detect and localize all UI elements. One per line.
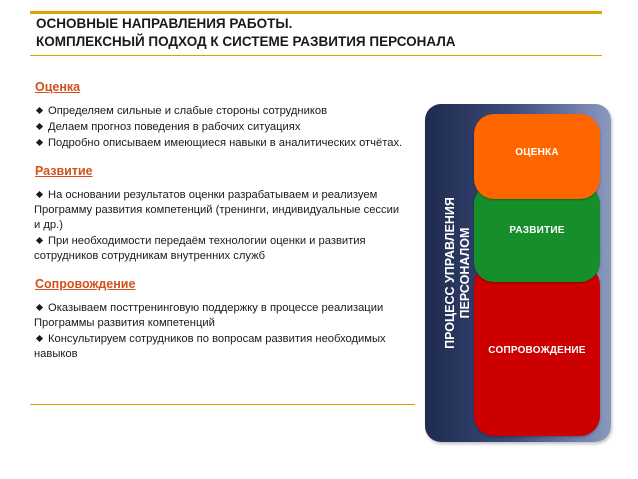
bullet-text: При необходимости передаём технологии оценки и развития сотрудников сотрудникам внутренних служб (34, 235, 366, 262)
slide-title (36, 15, 596, 51)
bullet-item (34, 104, 404, 119)
bullet-text: Делаем прогноз поведения в рабочих ситуациях (48, 121, 301, 133)
bullet-item (34, 234, 404, 264)
stage-soprovozhdenie (474, 265, 600, 436)
bullet-text: Определяем сильные и слабые стороны сотрудников (48, 105, 328, 117)
bullet-item (34, 120, 404, 135)
section-ocenka (34, 80, 404, 151)
diamond-bullet-icon (36, 335, 43, 342)
process-label-line-2: ПЕРСОНАЛОМ (458, 227, 473, 318)
bullet-item (34, 188, 404, 233)
bullet-text: На основании результатов оценки разрабатываем и реализуем Программу развития компетенций (тренинги, индивидуальные сессии и др.) (34, 189, 400, 231)
section-razvitie (34, 164, 404, 264)
bullet-text: Подробно описываем имеющиеся навыки в аналитических отчётах. (48, 137, 403, 149)
bullet-text: Консультируем сотрудников по вопросам развития необходимых навыков (34, 333, 386, 360)
stage-label-soprovozhdenie: СОПРОВОЖДЕНИЕ (488, 345, 586, 356)
diamond-bullet-icon (36, 237, 43, 244)
diamond-bullet-icon (36, 123, 43, 130)
stage-label-razvitie: РАЗВИТИЕ (509, 224, 565, 236)
diamond-bullet-icon (36, 304, 43, 311)
top-accent-bar (30, 11, 602, 14)
slide-title-line-1: ОСНОВНЫЕ НАПРАВЛЕНИЯ РАБОТЫ. (36, 16, 293, 31)
diamond-bullet-icon (36, 139, 43, 146)
diamond-bullet-icon (36, 191, 43, 198)
bullet-text: Оказываем посттренинговую поддержку в процессе реализации Программы развития компетенций (34, 302, 384, 329)
content-column (34, 80, 404, 370)
section-title-soprovozhdenie: Сопровождение (35, 277, 136, 291)
stage-label-ocenka: ОЦЕНКА (515, 147, 559, 158)
section-title-razvitie: Развитие (35, 164, 93, 178)
slide-title-line-2: КОМПЛЕКСНЫЙ ПОДХОД К СИСТЕМЕ РАЗВИТИЯ ПЕРСОНАЛА (36, 34, 456, 49)
section-soprovozhdenie (34, 277, 404, 362)
title-divider (30, 55, 602, 56)
section-title-ocenka: Оценка (35, 80, 81, 94)
stage-ocenka (474, 114, 600, 199)
diamond-bullet-icon (36, 107, 43, 114)
bottom-divider (30, 404, 415, 405)
bullet-item (34, 332, 404, 362)
bullet-item (34, 301, 404, 331)
process-label-line-1: ПРОЦЕСС УПРАВЛЕНИЯ (443, 196, 458, 349)
bullet-item (34, 136, 404, 151)
